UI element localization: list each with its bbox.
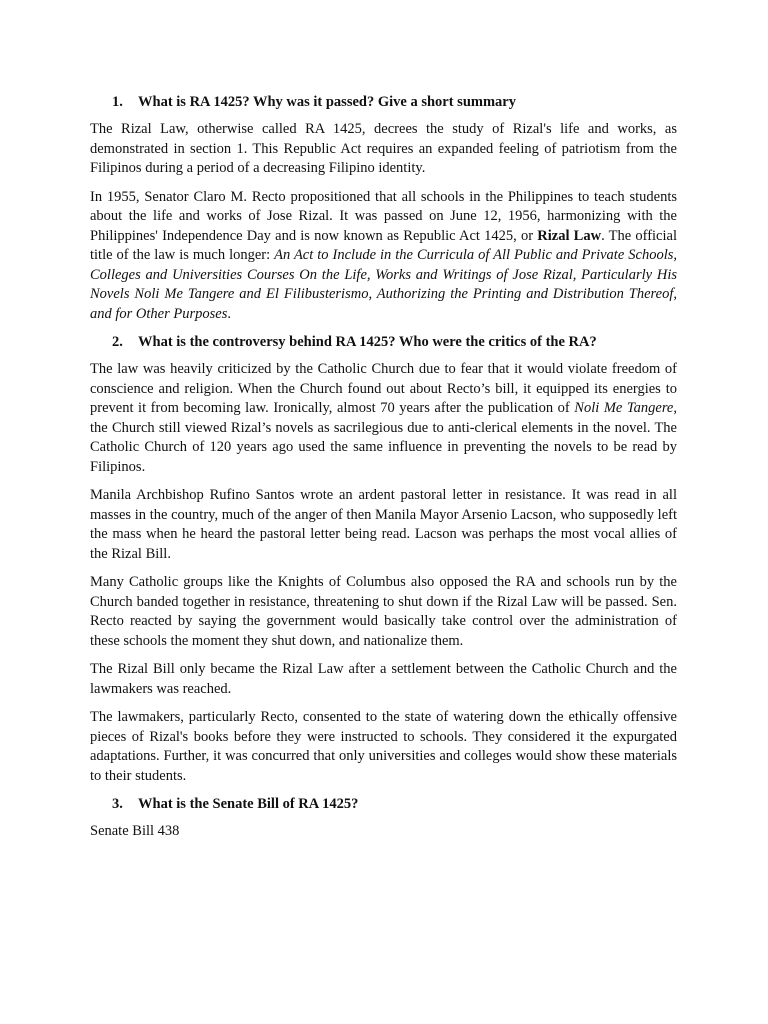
question-3-text: What is the Senate Bill of RA 1425? bbox=[138, 796, 359, 812]
answer-2-paragraph-1 bbox=[90, 360, 677, 477]
official-title-italic: An Act to Include in the Curricula of All Public and Private Schools, Colleges and Universities Courses On the Life, Works and Writings of Jose Rizal, Particularly His Novels Noli Me Tangere and El Filibusterismo, Authorizing the Printing and Distribution Thereof, and for Other Purposes bbox=[90, 247, 677, 322]
question-2-number: 2. bbox=[112, 334, 123, 350]
question-1-heading bbox=[90, 93, 677, 111]
answer-1-paragraph-2-text-a: In 1955, Senator Claro M. Recto propositioned that all schools in the Philippines to teach students about the life and works of Jose Rizal. It was passed on June 12, 1956, harmonizing with the Philippines' Independence Day and is now known as Republic Act 1425, or bbox=[90, 188, 677, 244]
answer-2-paragraph-1-text-a: The law was heavily criticized by the Catholic Church due to fear that it would violate freedom of conscience and religion. When the Church found out about Recto’s bill, it equipped its energies to prevent it from becoming law. Ironically, almost 70 years after the publication of bbox=[90, 361, 677, 416]
noli-me-tangere-italic: Noli Me Tangere bbox=[574, 400, 674, 416]
answer-1-paragraph-2 bbox=[90, 188, 677, 325]
question-1-text: What is RA 1425? Why was it passed? Give a short summary bbox=[138, 94, 516, 110]
question-3-heading bbox=[90, 795, 677, 813]
question-3-number: 3. bbox=[112, 796, 123, 812]
answer-1-paragraph-2-text-b: . The official title of the law is much longer: bbox=[90, 227, 677, 263]
question-2-heading bbox=[90, 333, 677, 351]
answer-1-paragraph-2-end: . bbox=[227, 305, 231, 322]
answer-2-paragraph-4: The Rizal Bill only became the Rizal Law after a settlement between the Catholic Church and the lawmakers was reached. bbox=[90, 661, 677, 697]
question-1-number: 1. bbox=[112, 94, 123, 110]
answer-2-paragraph-1-text-b: , the Church still viewed Rizal’s novels as sacrilegious due to anti-clerical elements in the novel. The Catholic Church of 120 years ago used the same influence in preventing the novels to be read by Filipinos. bbox=[90, 400, 677, 475]
answer-2-paragraph-3: Many Catholic groups like the Knights of Columbus also opposed the RA and schools run by the Church banded together in resistance, threatening to shut down if the Rizal Law will be passed. Sen. Recto reacted by saying the government would basically take control over the administration of these schools the moment they shut down, and nationalize them. bbox=[90, 574, 677, 649]
answer-2-paragraph-5: The lawmakers, particularly Recto, consented to the state of watering down the ethically offensive pieces of Rizal's books before they were instructed to schools. They considered it the expurgated adaptations. Further, it was concurred that only universities and colleges would show these materials to their students. bbox=[90, 709, 677, 784]
rizal-law-bold: Rizal Law bbox=[537, 227, 602, 244]
answer-2-paragraph-2: Manila Archbishop Rufino Santos wrote an ardent pastoral letter in resistance. It was read in all masses in the country, much of the anger of then Manila Mayor Arsenio Lacson, who supposedly left the mass when he heard the pastoral letter being read. Lacson was perhaps the most vocal allies of the Rizal Bill. bbox=[90, 487, 677, 562]
answer-1-paragraph-1: The Rizal Law, otherwise called RA 1425, decrees the study of Rizal's life and works, as demonstrated in section 1. This Republic Act requires an expanded feeling of patriotism from the Filipinos during a period of a decreasing Filipino identity. bbox=[90, 121, 677, 176]
answer-3-paragraph: Senate Bill 438 bbox=[90, 823, 180, 839]
question-2-text: What is the controversy behind RA 1425? Who were the critics of the RA? bbox=[138, 334, 597, 350]
